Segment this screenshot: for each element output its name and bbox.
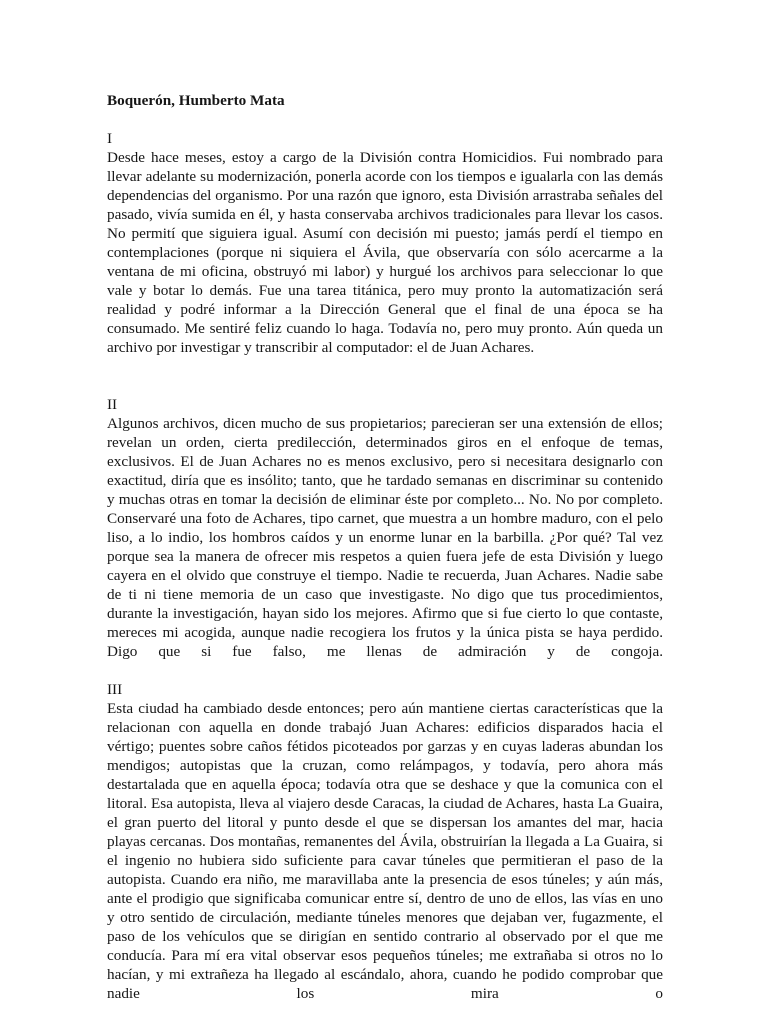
- section-number: III: [107, 681, 123, 698]
- document-page: [107, 91, 663, 1003]
- section-1: [107, 129, 663, 357]
- section-number: II: [107, 396, 118, 413]
- section-text: Algunos archivos, dicen mucho de sus propietarios; parecieran ser una extensión de ellos; revelan un orden, cierta predilección, determinados giros en el enfoque de temas, exclusivos. El de Juan Achares no es menos exclusivo, pero si necesitara designarlo con exactitud, diría que es insólito; tanto, que he tardado semanas en discriminar su contenido y muchas otras en tomar la decisión de eliminar éste por completo... No. No por completo. Conservaré una foto de Achares, tipo carnet, que muestra a un hombre maduro, con el pelo liso, a lo indio, los hombros caídos y un enorme lunar en la barbilla. ¿Por qué? Tal vez porque sea la manera de ofrecer mis respetos a quien fuera jefe de esta División y luego cayera en el olvido que construye el tiempo. Nadie te recuerda, Juan Achares. Nadie sabe de ti ni tiene memoria de un caso que investigaste. No digo que tus procedimientos, durante la investigación, hayan sido los mejores. Afirmo que si fue cierto lo que contaste, mereces mi acogida, aunque nadie recogiera los frutos y la única pista se haya perdido. Digo que si fue falso, me llenas de admiración y de congoja.: [107, 415, 663, 660]
- section-3: [107, 680, 663, 1003]
- document-title: Boquerón, Humberto Mata: [107, 92, 285, 109]
- section-spacer: [107, 661, 663, 680]
- section-text: Desde hace meses, estoy a cargo de la División contra Homicidios. Fui nombrado para llevar adelante su modernización, ponerla acorde con los tiempos e igualarla con las demás dependencias del organismo. Por una razón que ignoro, esta División arrastraba señales del pasado, vivía sumida en él, y hasta conservaba archivos tradicionales para llevar los casos. No permití que siguiera igual. Asumí con decisión mi puesto; jamás perdí el tiempo en contemplaciones (porque ni siquiera el Ávila, que observaría con sólo acercarme a la ventana de mi oficina, obstruyó mi labor) y hurgué los archivos para seleccionar lo que vale y botar lo demás. Fue una tarea titánica, pero muy pronto la automatización será realidad y podré informar a la Dirección General que el final de una época se ha consumado. Me sentiré feliz cuando lo haga. Todavía no, pero muy pronto. Aún queda un archivo por investigar y transcribir al computador: el de Juan Achares.: [107, 149, 663, 356]
- section-spacer: [107, 357, 663, 395]
- section-2: [107, 395, 663, 661]
- section-text: Esta ciudad ha cambiado desde entonces; pero aún mantiene ciertas características que la relacionan con aquella en donde trabajó Juan Achares: edificios disparados hacia el vértigo; puentes sobre caños fétidos picoteados por garzas y en cuyas laderas abundan los mendigos; autopistas que la cruzan, como relámpagos, y todavía, pero ahora más destartalada que en aquella época; todavía otra que se deshace y que la comunica con el litoral. Esa autopista, lleva al viajero desde Caracas, la ciudad de Achares, hasta La Guaira, el gran puerto del litoral y punto desde el que se dispersan los amantes del mar, hacia playas cercanas. Dos montañas, remanentes del Ávila, obstruirían la llegada a La Guaira, si el ingenio no hubiera sido suficiente para cavar túneles que permitieran el paso de la autopista. Cuando era niño, me maravillaba ante la presencia de esos túneles; y aún más, ante el prodigio que significaba comunicar entre sí, dentro de uno de ellos, las vías en uno y otro sentido de circulación, mediante túneles menores que dejaban ver, fugazmente, el paso de los vehículos que se dirigían en sentido contrario al observado por el que me conducía. Para mí era vital observar esos pequeños túneles; me extrañaba si otros no lo hacían, y mi extrañeza ha llegado al escándalo, ahora, cuando he podido comprobar que nadie los mira o: [107, 700, 663, 1002]
- section-number: I: [107, 130, 113, 147]
